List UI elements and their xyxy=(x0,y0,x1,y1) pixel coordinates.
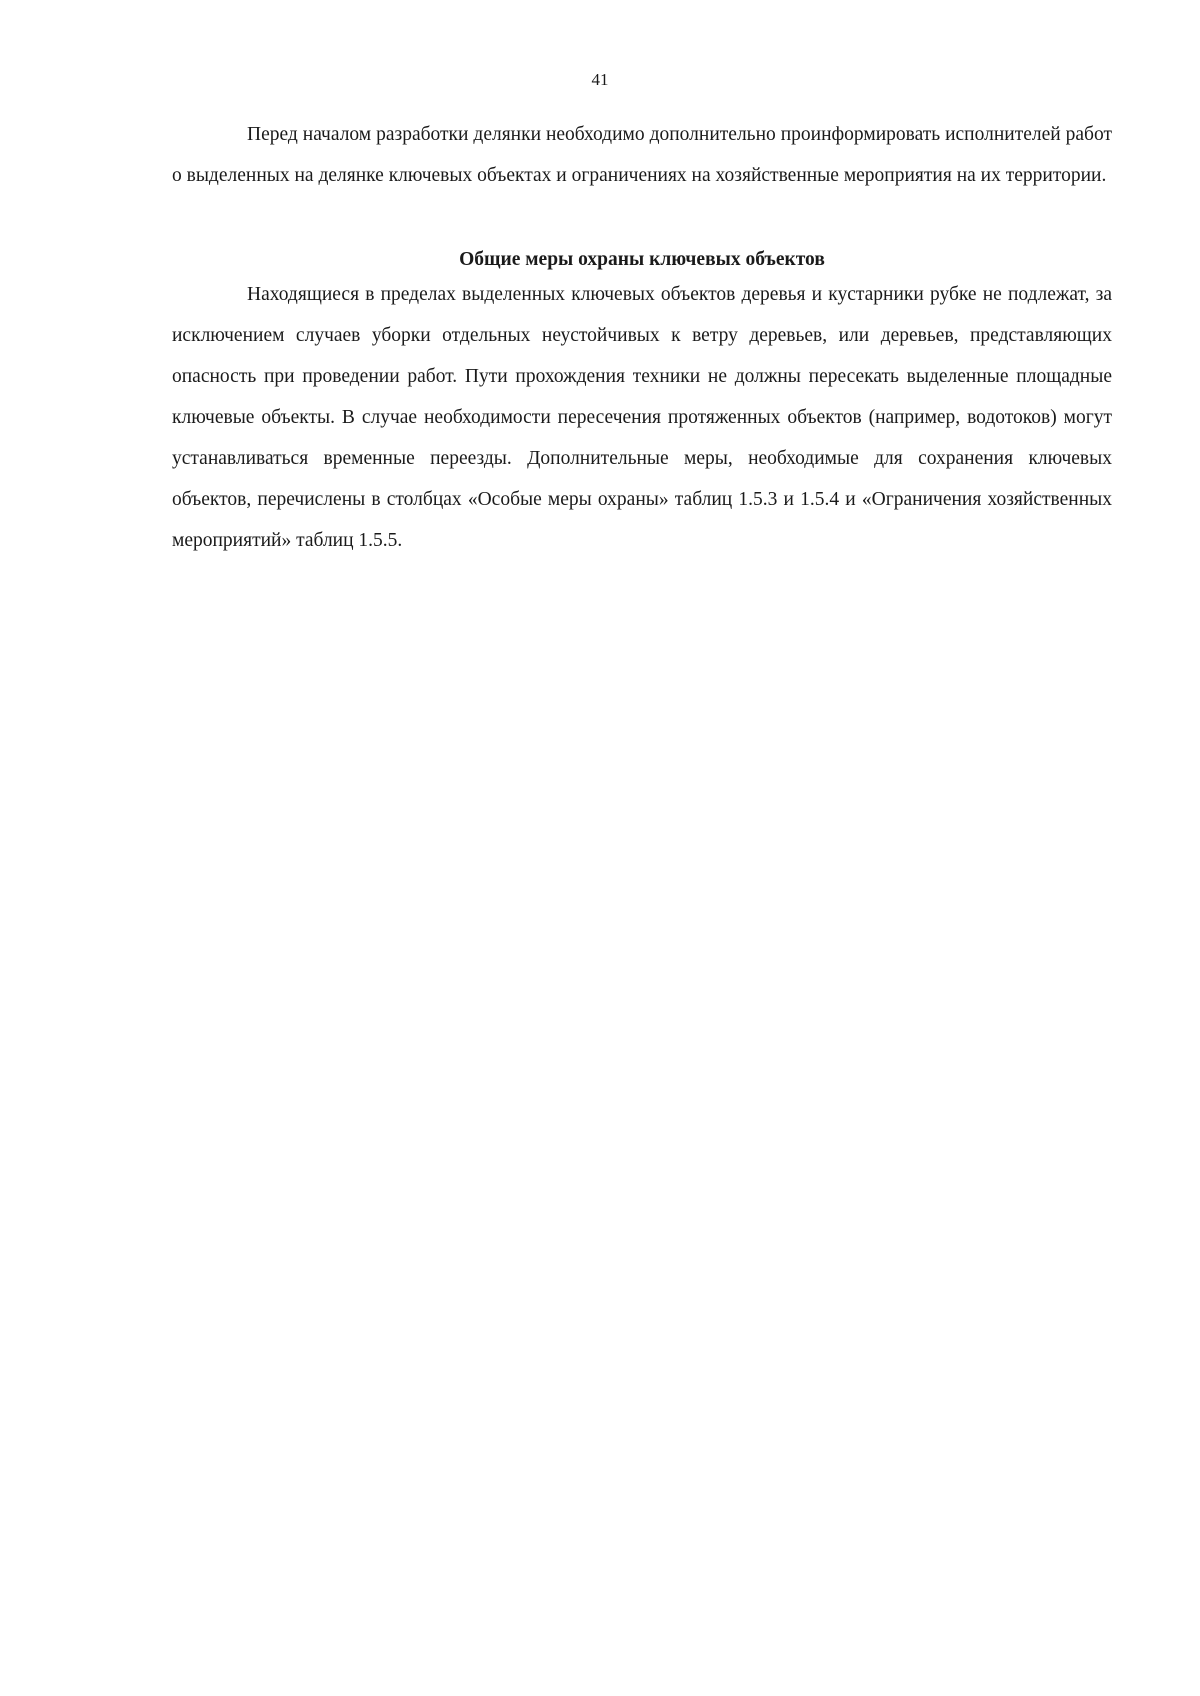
page-number: 41 xyxy=(591,70,609,89)
measures-paragraph: Находящиеся в пределах выделенных ключевых объектов деревья и кустарники рубке не подлежат, за исключением случаев уборки отдельных неустойчивых к ветру деревьев, или деревьев, представляющих опасность при проведении работ. Пути прохождения техники не должны пересекать выделенные площадные ключевые объекты. В случае необходимости пересечения протяженных объектов (например, водотоков) могут устанавливаться временные переезды. Дополнительные меры, необходимые для сохранения ключевых объектов, перечислены в столбцах «Особые меры охраны» таблиц 1.5.3 и 1.5.4 и «Ограничения хозяйственных мероприятий» таблиц 1.5.5. xyxy=(172,284,1112,551)
intro-paragraph: Перед началом разработки делянки необходимо дополнительно проинформировать исполнителей работ о выделенных на делянке ключевых объектах и ограничениях на хозяйственные мероприятия на их территории. xyxy=(172,124,1112,186)
section-heading: Общие меры охраны ключевых объектов xyxy=(459,249,825,270)
